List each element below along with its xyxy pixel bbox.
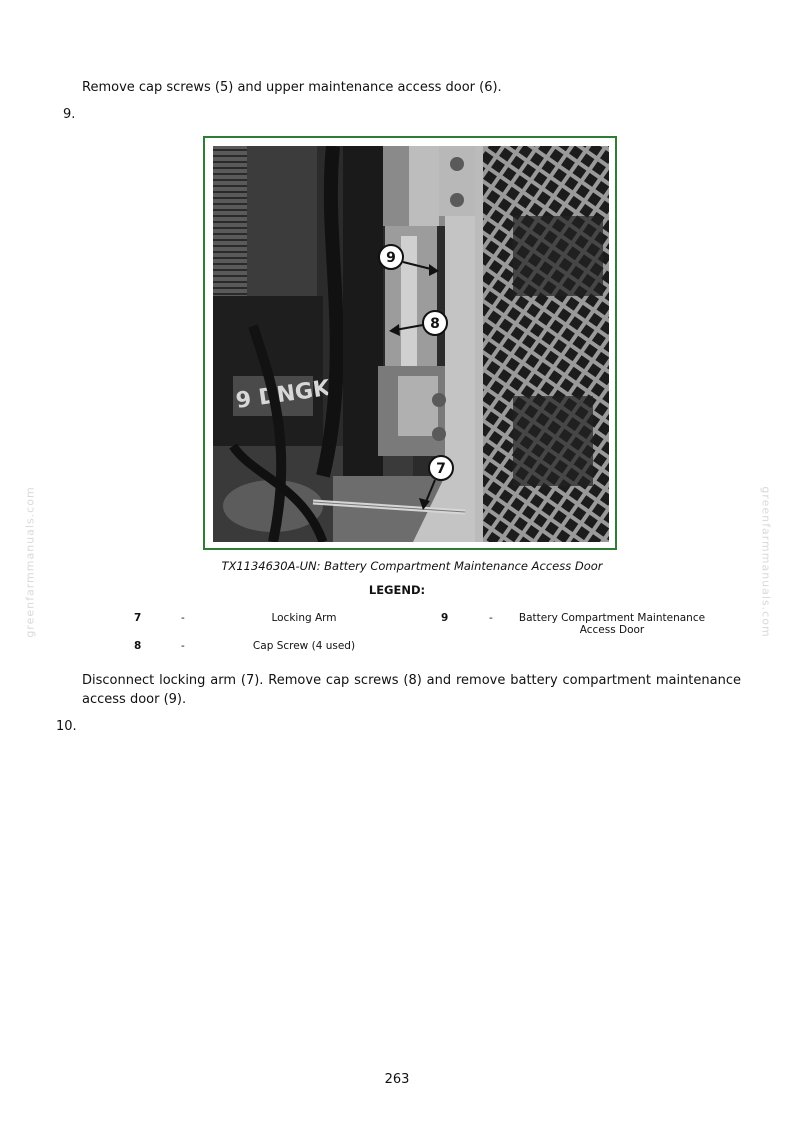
watermark-right: greenfarmmanuals.com bbox=[759, 486, 773, 638]
legend-label-cap-screw: Cap Screw (4 used) bbox=[252, 640, 356, 652]
step-8-text: Remove cap screws (5) and upper maintenance access door (6). bbox=[82, 80, 502, 95]
figure-caption: TX1134630A-UN: Battery Compartment Maintenance Access Door bbox=[221, 559, 603, 573]
legend-num-7: 7 bbox=[134, 612, 142, 624]
figure-frame bbox=[203, 136, 617, 550]
legend-label-locking-arm: Locking Arm bbox=[271, 612, 337, 624]
svg-text:7: 7 bbox=[436, 461, 446, 477]
legend-label-access-door-line1: Battery Compartment Maintenance bbox=[518, 612, 706, 624]
legend-dash-8: - bbox=[181, 640, 185, 652]
legend-dash-7: - bbox=[181, 612, 185, 624]
legend-dash-9: - bbox=[489, 612, 493, 624]
svg-text:8: 8 bbox=[430, 316, 440, 332]
legend-label-access-door-line2: Access Door bbox=[579, 624, 645, 636]
svg-text:9 DNGK: 9 DNGK bbox=[234, 375, 332, 414]
svg-text:9: 9 bbox=[386, 250, 396, 266]
step-9-number: 9. bbox=[63, 107, 76, 122]
watermark-left: greenfarmmanuals.com bbox=[23, 486, 37, 638]
step-9-text: Disconnect locking arm (7). Remove cap screws (8) and remove battery compartment maintenance access door (9). bbox=[82, 673, 741, 707]
battery-compartment-photo bbox=[213, 146, 609, 542]
legend-label-access-door bbox=[512, 612, 712, 636]
legend-num-8: 8 bbox=[134, 640, 142, 652]
page-number: 263 bbox=[384, 1072, 410, 1087]
step-10-number: 10. bbox=[56, 719, 77, 734]
legend-title: LEGEND: bbox=[368, 583, 426, 597]
legend-num-9: 9 bbox=[441, 612, 449, 624]
